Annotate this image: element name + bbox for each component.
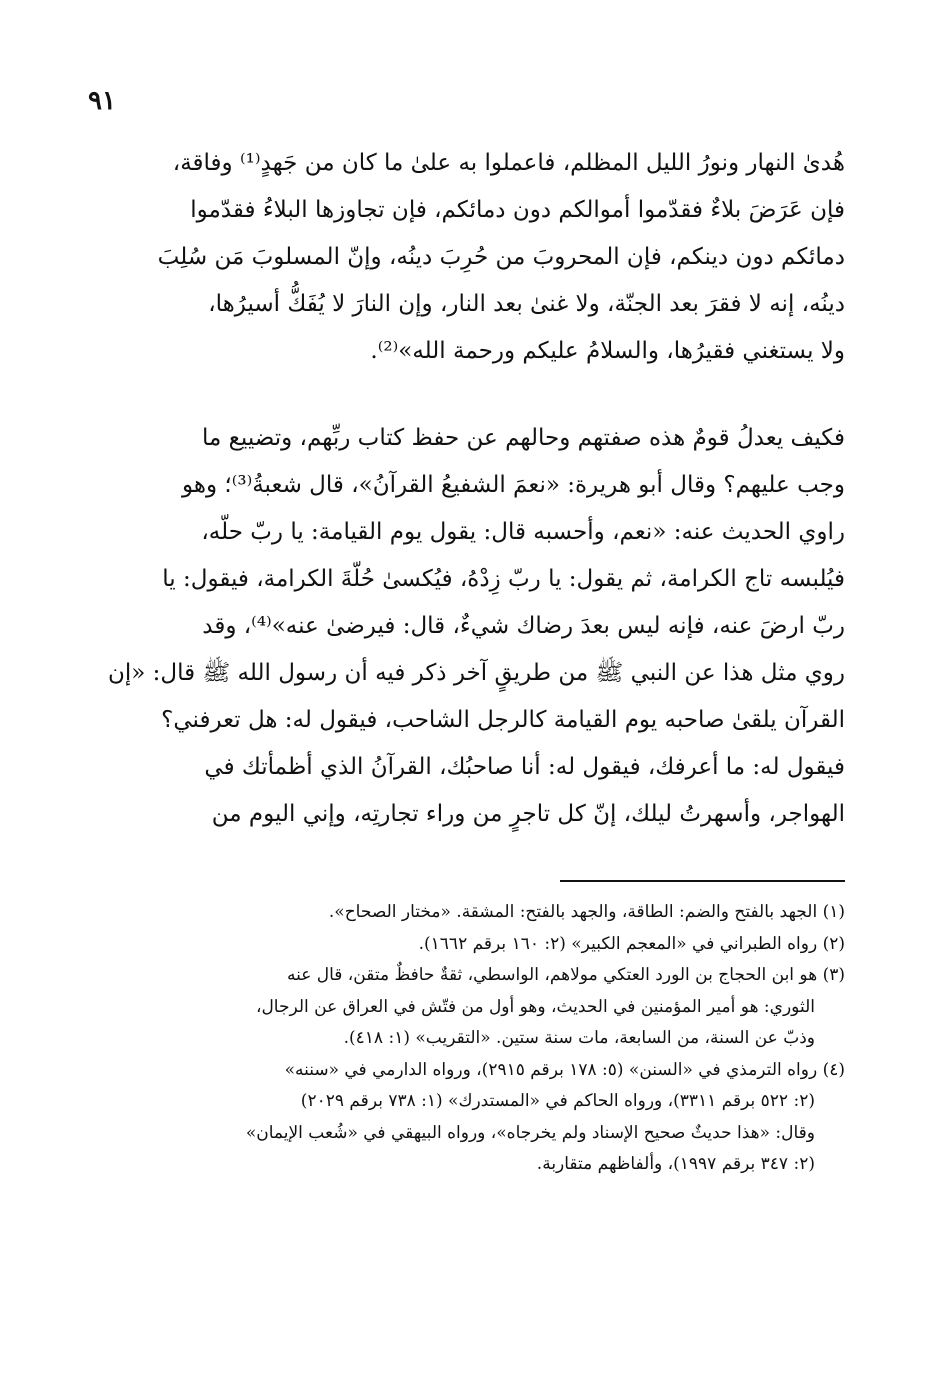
footnote-line: وذبّ عن السنة، من السابعة، مات سنة ستين. «التقريب» (١: ٤١٨). xyxy=(343,1028,815,1048)
footnote-line: (٢: ٣٤٧ برقم ١٩٩٧)، وألفاظهم متقاربة. xyxy=(536,1154,815,1174)
text-line: روي مثل هذا عن النبي ﷺ من طريقٍ آخر ذكر فيه أن رسول الله ﷺ قال: «إن xyxy=(108,660,845,686)
footnote-line: (٤) رواه الترمذي في «السنن» (٥: ١٧٨ برقم ٢٩١٥)، ورواه الدارمي في «سننه» xyxy=(284,1059,845,1080)
footnote xyxy=(100,897,845,929)
footnote-separator xyxy=(560,880,845,882)
text-line: فيُلبسه تاج الكرامة، ثم يقول: يا ربّ زِدْهُ، فيُكسىٰ حُلّةَ الكرامة، فيقول: يا xyxy=(162,566,845,592)
text-line: راوي الحديث عنه: «نعم، وأحسبه قال: يقول يوم القيامة: يا ربّ حلّه، xyxy=(201,519,845,545)
paragraph-gap xyxy=(100,375,845,415)
footnote-line: الثوري: هو أمير المؤمنين في الحديث، وهو أول من فتّش في العراق عن الرجال، xyxy=(255,996,815,1017)
footnotes xyxy=(100,897,845,1181)
footnote-line: (٣) هو ابن الحجاج بن الورد العتكي مولاهم، الواسطي، ثقةٌ حافظٌ متقن، قال عنه xyxy=(286,965,845,985)
main-text xyxy=(100,140,845,838)
text-line: فكيف يعدلُ قومٌ هذه صفتهم وحالهم عن حفظ كتاب ربِّهم، وتضييع ما xyxy=(202,425,845,451)
footnote-line: وقال: «هذا حديثٌ صحيح الإسناد ولم يخرجاه»، ورواه البيهقي في «شُعب الإيمان» xyxy=(245,1122,815,1143)
page-number: ٩١ xyxy=(88,86,116,116)
footnote xyxy=(100,1055,845,1181)
text-line: ربّ ارضَ عنه، فإنه ليس بعدَ رضاك شيءٌ، قال: فيرضىٰ عنه»⁽⁴⁾، وقد xyxy=(202,613,845,639)
text-line: هُدىٰ النهار ونورُ الليل المظلم، فاعملوا به علىٰ ما كان من جَهدٍ⁽¹⁾ وفاقة، xyxy=(172,150,845,176)
text-line: وجب عليهم؟ وقال أبو هريرة: «نعمَ الشفيعُ القرآنُ»، قال شعبةُ⁽³⁾؛ وهو xyxy=(181,472,845,498)
text-line: ولا يستغني فقيرُها، والسلامُ عليكم ورحمة الله»⁽²⁾. xyxy=(370,338,845,364)
footnote xyxy=(100,960,845,1055)
text-line: الهواجر، وأسهرتُ ليلك، إنّ كل تاجرٍ من وراء تجارتِه، وإني اليوم من xyxy=(211,801,845,827)
paragraph xyxy=(100,415,845,838)
footnote-line: (٢) رواه الطبراني في «المعجم الكبير» (٢: ١٦٠ برقم ١٦٦٢). xyxy=(418,933,845,954)
paragraph xyxy=(100,140,845,375)
text-line: القرآن يلقىٰ صاحبه يوم القيامة كالرجل الشاحب، فيقول له: هل تعرفني؟ xyxy=(161,707,845,733)
text-line: فيقول له: ما أعرفك، فيقول له: أنا صاحبُك، القرآنُ الذي أظمأتك في xyxy=(204,754,845,780)
footnote-line: (١) الجهد بالفتح والضم: الطاقة، والجهد بالفتح: المشقة. «مختار الصحاح». xyxy=(328,902,845,922)
text-line: دمائكم دون دينكم، فإن المحروبَ من حُرِبَ دينُه، وإنّ المسلوبَ مَن سُلِبَ xyxy=(157,244,845,270)
footnote-line: (٢: ٥٢٢ برقم ٣٣١١)، ورواه الحاكم في «المستدرك» (١: ٧٣٨ برقم ٢٠٢٩) xyxy=(300,1091,815,1111)
text-line: دينُه، إنه لا فقرَ بعد الجنّة، ولا غنىٰ بعد النار، وإن النارَ لا يُفَكُّ أسيرُها، xyxy=(208,291,845,317)
text-line: فإن عَرَضَ بلاءٌ فقدّموا أموالكم دون دمائكم، فإن تجاوزها البلاءُ فقدّموا xyxy=(190,197,845,223)
footnote xyxy=(100,929,845,961)
